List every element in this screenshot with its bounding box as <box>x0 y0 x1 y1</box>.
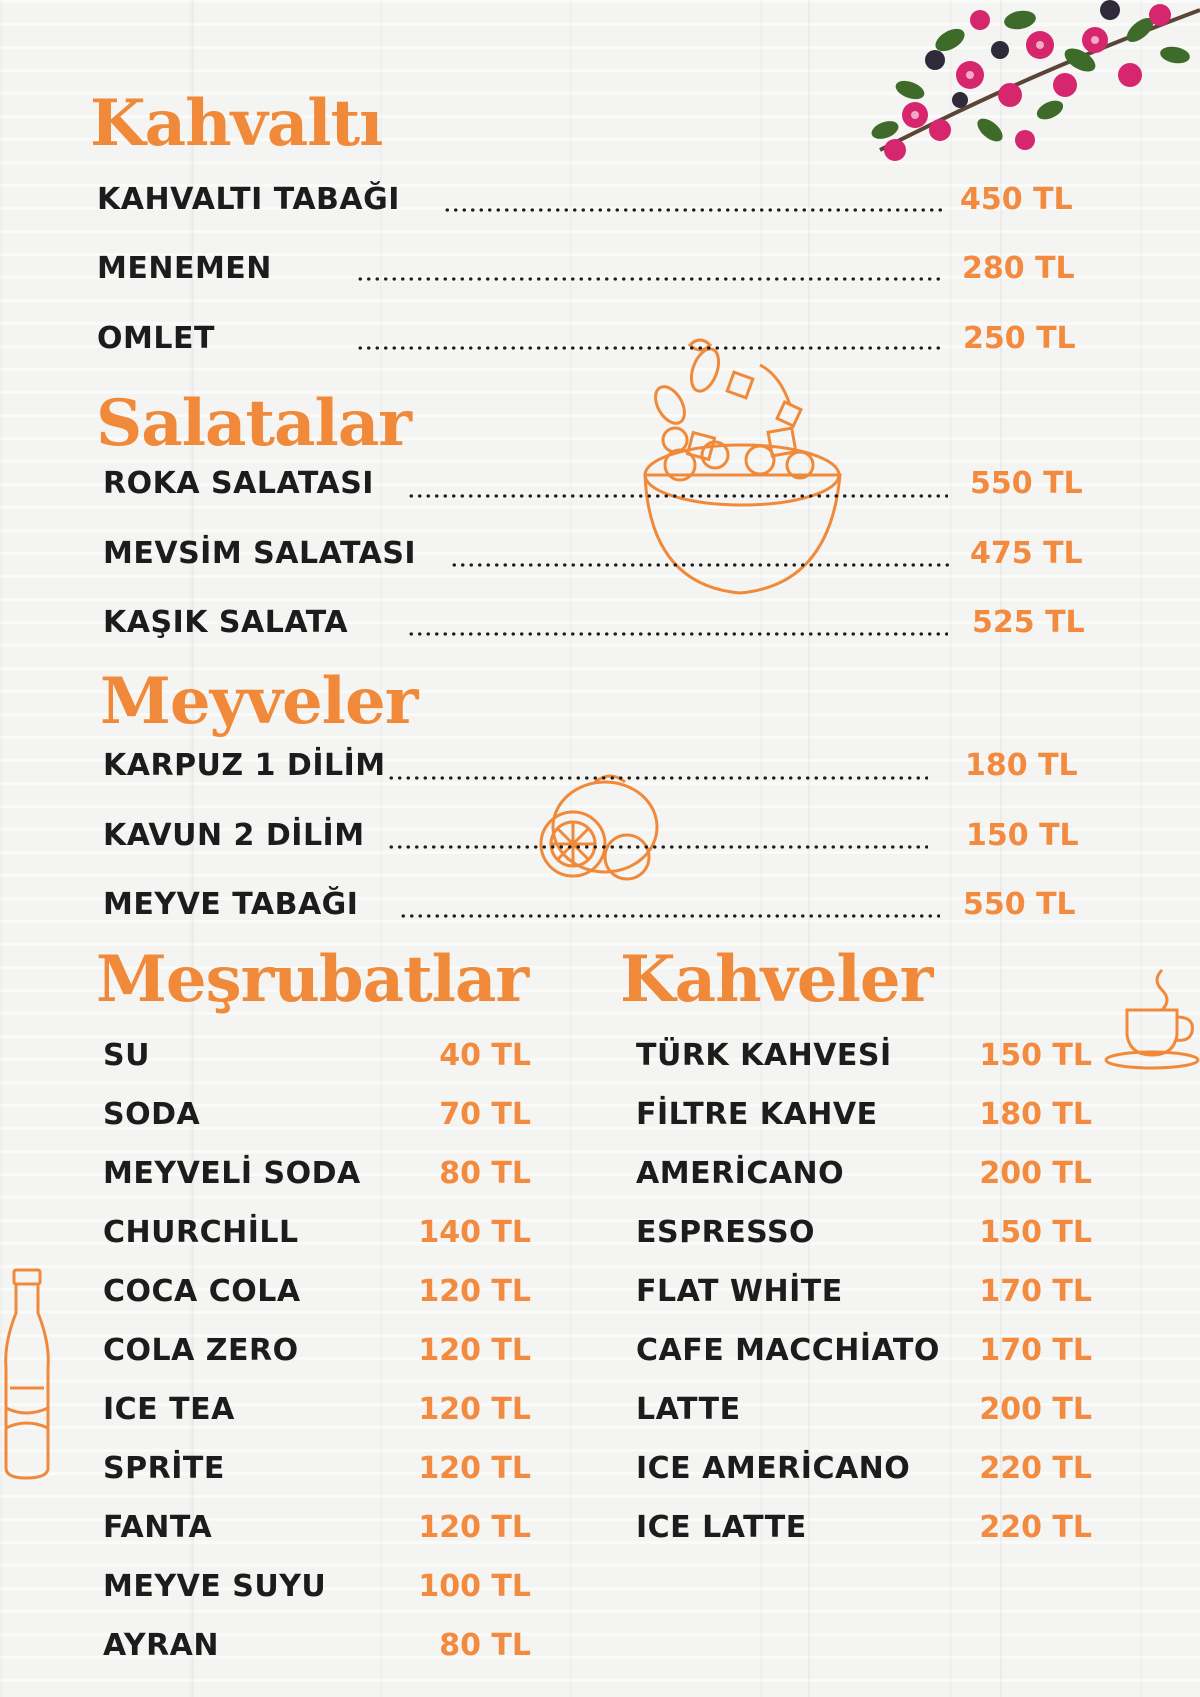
menu-item-name: KAŞIK SALATA <box>103 605 349 640</box>
menu-item-name: KAVUN 2 DİLİM <box>103 818 365 853</box>
menu-item-name: AMERİCANO <box>636 1156 845 1191</box>
menu-item-price: 475 TL <box>970 536 1083 571</box>
menu-item-name: MEYVELİ SODA <box>103 1156 361 1191</box>
menu-item-name: COLA ZERO <box>103 1333 299 1368</box>
menu-item-price: 525 TL <box>972 605 1085 640</box>
menu-item-price: 40 TL <box>439 1038 531 1073</box>
menu-item-price: 150 TL <box>966 818 1079 853</box>
dot-leader <box>407 494 948 498</box>
menu-item-price: 220 TL <box>979 1510 1092 1545</box>
bougainvillea-flowers <box>840 0 1200 185</box>
menu-item-price: 120 TL <box>418 1451 531 1486</box>
section-title-mesrubatlar: Meşrubatlar <box>96 942 529 1017</box>
menu-item-name: MEVSİM SALATASI <box>103 536 417 571</box>
menu-item-name: TÜRK KAHVESİ <box>636 1038 892 1073</box>
dot-leader <box>443 208 945 212</box>
coffee-cup-icon <box>1102 965 1200 1075</box>
menu-item-price: 170 TL <box>979 1274 1092 1309</box>
menu-item-price: 170 TL <box>979 1333 1092 1368</box>
menu-item-name: ROKA SALATASI <box>103 466 374 501</box>
menu-item-name: AYRAN <box>103 1628 219 1663</box>
menu-item-name: ESPRESSO <box>636 1215 816 1250</box>
menu-item-price: 250 TL <box>963 321 1076 356</box>
section-title-kahvalti: Kahvaltı <box>90 86 383 161</box>
menu-item-name: KARPUZ 1 DİLİM <box>103 748 386 783</box>
menu-item-name: ICE LATTE <box>636 1510 807 1545</box>
menu-item-name: CHURCHİLL <box>103 1215 299 1250</box>
menu-item-price: 450 TL <box>960 182 1073 217</box>
menu-item-name: FANTA <box>103 1510 213 1545</box>
section-title-salatalar: Salatalar <box>96 386 411 461</box>
menu-item-price: 80 TL <box>439 1156 531 1191</box>
menu-item-name: SODA <box>103 1097 201 1132</box>
dot-leader <box>387 776 928 780</box>
dot-leader <box>356 346 945 350</box>
menu-item-name: MEYVE SUYU <box>103 1569 327 1604</box>
menu-item-name: ICE TEA <box>103 1392 235 1427</box>
menu-item-price: 140 TL <box>418 1215 531 1250</box>
menu-item-name: FİLTRE KAHVE <box>636 1097 878 1132</box>
menu-item-price: 550 TL <box>963 887 1076 922</box>
menu-item-price: 70 TL <box>439 1097 531 1132</box>
menu-item-price: 120 TL <box>418 1274 531 1309</box>
menu-item-name: FLAT WHİTE <box>636 1274 843 1309</box>
menu-item-name: ICE AMERİCANO <box>636 1451 911 1486</box>
menu-item-name: SU <box>103 1038 150 1073</box>
menu-item-name: CAFE MACCHİATO <box>636 1333 940 1368</box>
menu-item-name: LATTE <box>636 1392 741 1427</box>
menu-item-price: 180 TL <box>979 1097 1092 1132</box>
menu-item-name: OMLET <box>97 321 215 356</box>
menu-item-name: SPRİTE <box>103 1451 225 1486</box>
menu-item-price: 150 TL <box>979 1038 1092 1073</box>
dot-leader <box>399 914 940 918</box>
menu-item-name: KAHVALTI TABAĞI <box>97 182 400 217</box>
cola-bottle-illustration <box>0 1268 60 1483</box>
dot-leader <box>356 277 945 281</box>
menu-item-price: 150 TL <box>979 1215 1092 1250</box>
menu-item-price: 200 TL <box>979 1156 1092 1191</box>
dot-leader <box>387 845 928 849</box>
menu-item-price: 550 TL <box>970 466 1083 501</box>
section-title-meyveler: Meyveler <box>100 664 418 739</box>
menu-item-name: COCA COLA <box>103 1274 301 1309</box>
menu-item-price: 220 TL <box>979 1451 1092 1486</box>
menu-item-price: 120 TL <box>418 1392 531 1427</box>
menu-item-price: 100 TL <box>418 1569 531 1604</box>
menu-item-name: MEYVE TABAĞI <box>103 887 359 922</box>
menu-item-price: 120 TL <box>418 1510 531 1545</box>
dot-leader <box>450 563 950 567</box>
menu-item-name: MENEMEN <box>97 251 272 286</box>
menu-item-price: 280 TL <box>962 251 1075 286</box>
menu-item-price: 80 TL <box>439 1628 531 1663</box>
menu-item-price: 120 TL <box>418 1333 531 1368</box>
dot-leader <box>407 632 948 636</box>
menu-item-price: 200 TL <box>979 1392 1092 1427</box>
section-title-kahveler: Kahveler <box>620 942 933 1017</box>
orange-fruit-illustration <box>535 772 665 892</box>
menu-item-price: 180 TL <box>965 748 1078 783</box>
